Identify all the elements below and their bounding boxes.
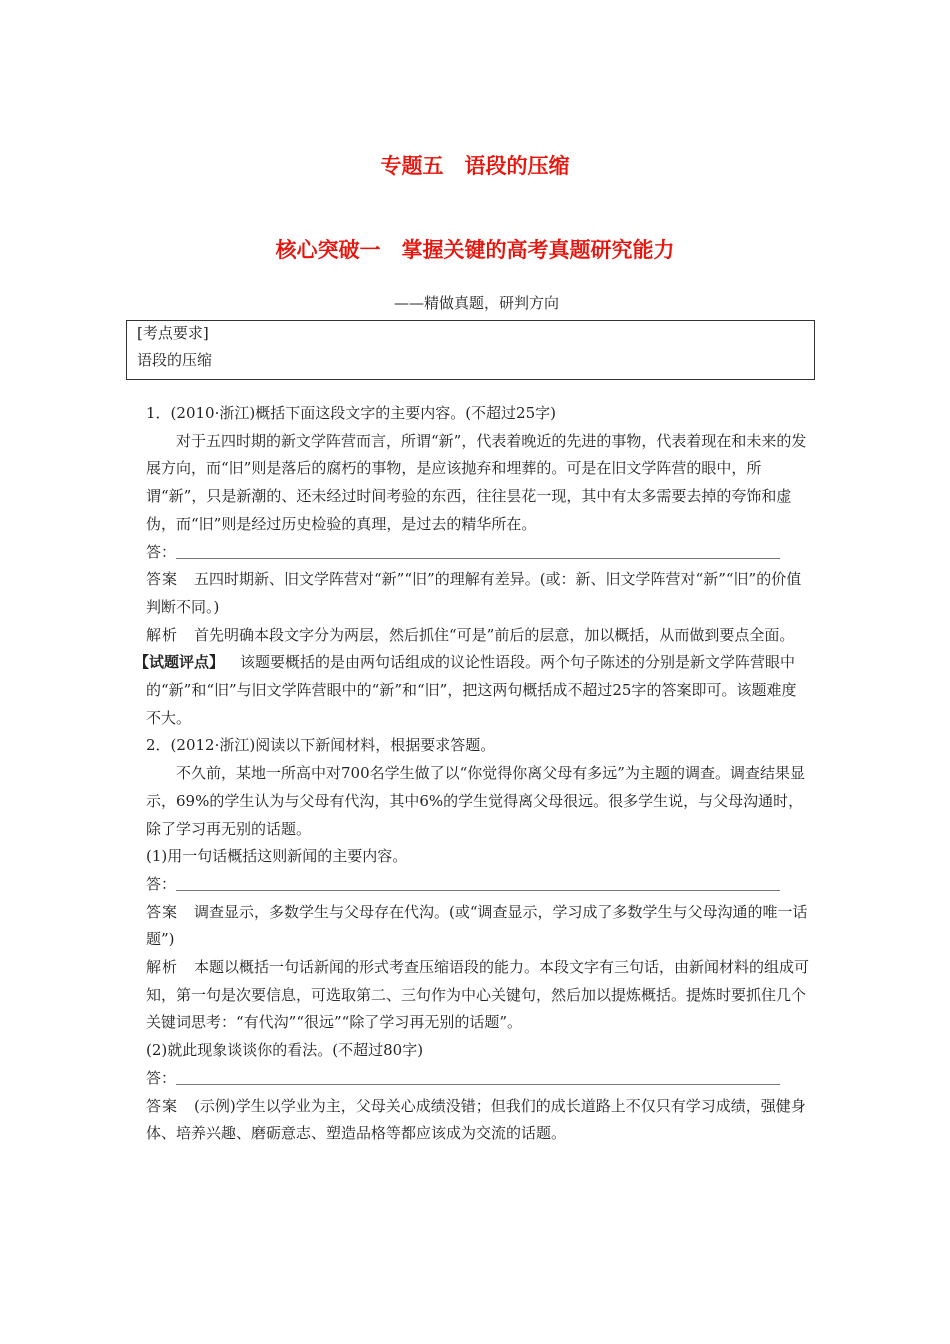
q1-comment-text: 该题要概括的是由两句话组成的议论性语段。两个句子陈述的分别是新文学阵营眼中的“新”和“旧”与旧文学阵营眼中的“新”和“旧”，把这两句概括成不超过25字的答案即可。该题难度不大。 bbox=[146, 653, 797, 727]
q2-stem: 2．(2012·浙江)阅读以下新闻材料，根据要求答题。 bbox=[146, 736, 496, 755]
q1-analysis bbox=[146, 622, 810, 650]
q2-passage: 不久前，某地一所高中对700名学生做了以“你觉得你离父母有多远”为主题的调查。调查结果显示，69%的学生认为与父母有代沟，其中6%的学生觉得离父母很远。很多学生说，与父母沟通时，除了学习再无别的话题。 bbox=[146, 764, 805, 838]
answer-rule bbox=[176, 1084, 780, 1085]
q2-sub2-answer bbox=[146, 1093, 810, 1148]
answer-rule bbox=[176, 890, 780, 891]
q2-sub1-question: (1)用一句话概括这则新闻的主要内容。 bbox=[146, 847, 408, 866]
q2-sub1-answer-text: 调查显示，多数学生与父母存在代沟。(或“调查显示，学习成了多数学生与父母沟通的唯一话题”) bbox=[146, 902, 808, 949]
q2-sub2-answer-prompt: 答： bbox=[146, 1068, 177, 1087]
requirements-box bbox=[126, 320, 815, 380]
answer-rule bbox=[176, 558, 780, 559]
q1-stem: 1．(2010·浙江)概括下面这段文字的主要内容。(不超过25字) bbox=[146, 404, 556, 422]
q1-comment bbox=[134, 649, 810, 732]
analysis-label: 解析 bbox=[146, 625, 179, 644]
answer-label: 答案 bbox=[146, 570, 179, 589]
answer-label: 答案 bbox=[146, 1096, 179, 1115]
q2-sub1-analysis bbox=[146, 954, 810, 1037]
q2-sub1-analysis-text: 本题以概括一句话新闻的形式考查压缩语段的能力。本段文字有三句话，由新闻材料的组成可知，第一句是次要信息，可选取第二、三句作为中心关键句，然后加以提炼概括。提炼时要抓住几个关键词思考：“有代沟”“很远”“除了学习再无别的话题”。 bbox=[146, 958, 810, 1032]
q2-sub1-answer bbox=[146, 899, 810, 954]
q2-sub2-answer-text: (示例)学生以学业为主，父母关心成绩没错；但我们的成长道路上不仅只有学习成绩，强健身体、培养兴趣、磨砺意志、塑造品格等都应该成为交流的话题。 bbox=[146, 1096, 806, 1143]
requirements-value: 语段的压缩 bbox=[137, 351, 213, 369]
q2-sub1-answer-line bbox=[146, 871, 810, 899]
analysis-label: 解析 bbox=[146, 958, 179, 977]
page-title: 专题五 语段的压缩 bbox=[380, 154, 570, 178]
q1-answer-text: 五四时期新、旧文学阵营对“新”“旧”的理解有差异。(或：新、旧文学阵营对“新”“旧”的价值判断不同。) bbox=[146, 570, 802, 616]
q2-sub2-answer-line bbox=[146, 1065, 810, 1093]
subtitle: ——精做真题，研判方向 bbox=[394, 294, 560, 312]
q1-passage: 对于五四时期的新文学阵营而言，所谓“新”，代表着晚近的先进的事物，代表着现在和未来的发展方向，而“旧”则是落后的腐朽的事物，是应该抛弃和埋葬的。可是在旧文学阵营的眼中，所谓“新”，只是新潮的、还未经过时间考验的东西，往往昙花一现，其中有太多需要去掉的夸饰和虚伪，而“旧”则是经过历史检验的真理，是过去的精华所在。 bbox=[146, 431, 807, 533]
section-title: 核心突破一 掌握关键的高考真题研究能力 bbox=[275, 238, 675, 262]
q2-sub1-answer-prompt: 答： bbox=[146, 874, 177, 893]
answer-label: 答案 bbox=[146, 902, 179, 921]
q2-sub2-question: (2)就此现象谈谈你的看法。(不超过80字) bbox=[146, 1041, 424, 1060]
q1-answer-line bbox=[146, 539, 810, 567]
questions bbox=[134, 400, 810, 1148]
requirements-label: [考点要求] bbox=[137, 324, 209, 342]
q1-answer-prompt: 答： bbox=[146, 542, 177, 561]
comment-label: 【试题评点】 bbox=[134, 653, 225, 672]
q1-analysis-text: 首先明确本段文字分为两层，然后抓住“可是”前后的层意，加以概括，从而做到要点全面。 bbox=[194, 625, 795, 644]
q1-answer bbox=[146, 566, 810, 621]
